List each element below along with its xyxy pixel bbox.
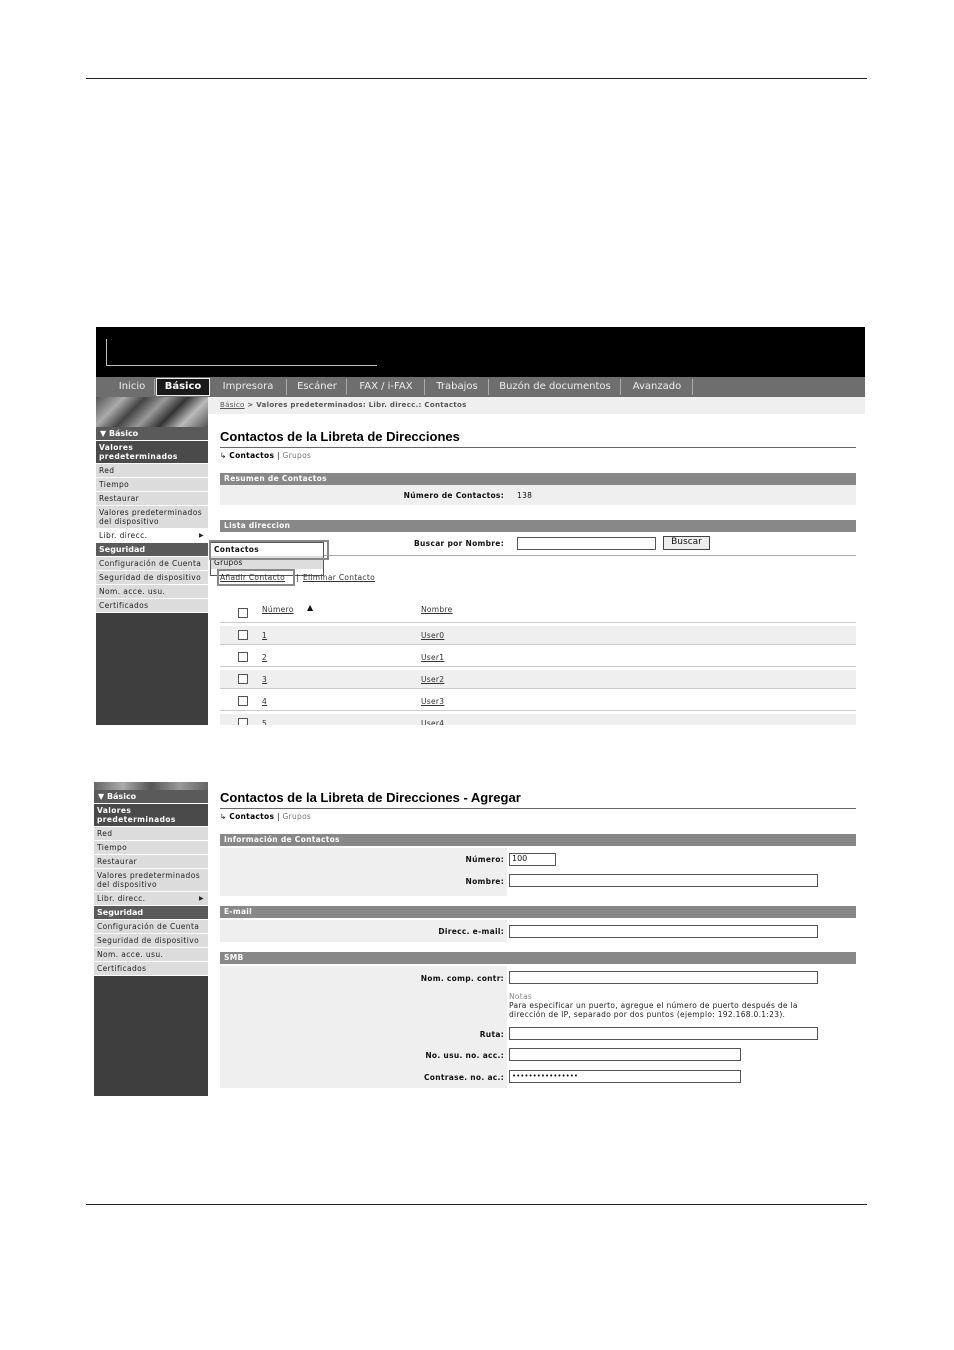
subnav-grupos[interactable]: Grupos bbox=[282, 812, 312, 821]
select-all-checkbox[interactable] bbox=[238, 608, 248, 618]
header-banner bbox=[96, 327, 865, 377]
tab-avanzado[interactable]: Avanzado bbox=[622, 379, 693, 395]
email-label: Direcc. e-mail: bbox=[438, 927, 504, 936]
summary-row bbox=[220, 485, 856, 505]
row-name-link[interactable]: User4 bbox=[421, 719, 445, 725]
search-button[interactable]: Buscar bbox=[663, 536, 710, 550]
sidebar-item-seguridad-dispositivo[interactable]: Seguridad de dispositivo bbox=[94, 934, 208, 948]
subnav-contactos[interactable]: Contactos bbox=[229, 812, 275, 821]
sort-asc-icon[interactable]: ▲ bbox=[307, 603, 314, 612]
breadcrumb-path: > Valores predeterminados: Libr. direcc.: Contactos bbox=[244, 401, 467, 409]
password-label: Contrase. no. ac.: bbox=[423, 1073, 504, 1082]
list-header: Lista direccion bbox=[220, 520, 856, 532]
breadcrumb-link-basico[interactable]: Básico bbox=[220, 401, 245, 409]
sidebar bbox=[94, 782, 208, 1096]
sidebar-item-red[interactable]: Red bbox=[94, 827, 208, 841]
title-rule bbox=[220, 808, 856, 809]
flyout-item-contactos[interactable]: Contactos bbox=[214, 545, 259, 554]
host-input[interactable] bbox=[509, 971, 818, 984]
sidebar-item-restaurar[interactable]: Restaurar bbox=[96, 492, 208, 506]
search-label: Buscar por Nombre: bbox=[414, 539, 504, 548]
row-checkbox[interactable] bbox=[238, 630, 248, 640]
tab-buzon[interactable]: Buzón de documentos bbox=[490, 379, 621, 395]
row-number-link[interactable]: 5 bbox=[262, 719, 268, 725]
tab-fax[interactable]: FAX / i-FAX bbox=[348, 379, 425, 395]
password-input[interactable]: •••••••••••••••• bbox=[509, 1070, 741, 1083]
subnav bbox=[220, 451, 311, 460]
tab-escaner[interactable]: Escáner bbox=[288, 379, 347, 395]
sidebar-item-certificados[interactable]: Certificados bbox=[96, 599, 208, 613]
column-header-nombre[interactable]: Nombre bbox=[421, 605, 453, 614]
links-sep: | bbox=[296, 573, 299, 582]
sidebar-security-header[interactable]: Seguridad bbox=[94, 906, 208, 920]
page-title: Contactos de la Libreta de Direcciones bbox=[220, 429, 460, 444]
row-checkbox[interactable] bbox=[238, 696, 248, 706]
sidebar-basic-header[interactable]: ▼ Básico bbox=[94, 790, 208, 804]
sidebar-security-header[interactable]: Seguridad bbox=[96, 543, 208, 557]
table-row[interactable] bbox=[220, 692, 856, 711]
row-name-link[interactable]: User3 bbox=[421, 697, 445, 706]
tab-basico[interactable]: Básico bbox=[156, 378, 210, 396]
flyout-item-grupos[interactable]: Grupos bbox=[211, 556, 323, 569]
sidebar-item-tiempo[interactable]: Tiempo bbox=[96, 478, 208, 492]
tab-trabajos[interactable]: Trabajos bbox=[426, 379, 489, 395]
highlight-add-contact bbox=[217, 569, 295, 586]
sidebar-item-nom-acce[interactable]: Nom. acce. usu. bbox=[96, 585, 208, 599]
sidebar-item-restaurar[interactable]: Restaurar bbox=[94, 855, 208, 869]
sidebar-item-valores[interactable]: Valores predeterminados bbox=[94, 804, 208, 827]
sidebar-item-config-cuenta[interactable]: Configuración de Cuenta bbox=[94, 920, 208, 934]
number-label: Número: bbox=[465, 855, 504, 864]
row-checkbox[interactable] bbox=[238, 652, 248, 662]
sidebar-photo bbox=[94, 782, 208, 790]
number-input[interactable]: 100 bbox=[509, 853, 556, 866]
path-input[interactable] bbox=[509, 1027, 818, 1040]
sidebar bbox=[96, 397, 208, 725]
smb-header: SMB bbox=[220, 952, 856, 964]
tab-inicio[interactable]: Inicio bbox=[110, 379, 155, 395]
row-number-link[interactable]: 3 bbox=[262, 675, 268, 684]
subnav-arrow-icon: ↳ bbox=[220, 451, 227, 460]
row-number-link[interactable]: 4 bbox=[262, 697, 268, 706]
sidebar-item-red[interactable]: Red bbox=[96, 464, 208, 478]
subnav-sep: | bbox=[276, 812, 280, 821]
sidebar-item-valores-dispositivo[interactable]: Valores predeterminados del dispositivo bbox=[96, 506, 208, 529]
port-notes bbox=[509, 992, 798, 1019]
sidebar-item-valores-dispositivo[interactable]: Valores predeterminados del dispositivo bbox=[94, 869, 208, 892]
subnav-contactos[interactable]: Contactos bbox=[229, 451, 275, 460]
sidebar-item-certificados[interactable]: Certificados bbox=[94, 962, 208, 976]
host-label: Nom. comp. contr: bbox=[420, 974, 504, 983]
breadcrumb-bar bbox=[208, 397, 865, 414]
table-row[interactable] bbox=[220, 648, 856, 667]
email-header: E-mail bbox=[220, 906, 856, 918]
top-rule bbox=[86, 78, 867, 79]
sidebar-item-tiempo[interactable]: Tiempo bbox=[94, 841, 208, 855]
info-header: Información de Contactos bbox=[220, 834, 856, 846]
path-label: Ruta: bbox=[479, 1030, 504, 1039]
user-label: No. usu. no. acc.: bbox=[425, 1051, 504, 1060]
subnav-sep: | bbox=[276, 451, 280, 460]
sidebar-item-seguridad-dispositivo[interactable]: Seguridad de dispositivo bbox=[96, 571, 208, 585]
screenshot-contacts-list bbox=[96, 327, 865, 725]
notes-line-2: dirección de IP, separado por dos puntos (ejemplo: 192.168.0.1:23). bbox=[509, 1010, 786, 1019]
subnav bbox=[220, 812, 311, 821]
sidebar-item-libr-direcc[interactable]: Libr. direcc. ▶ bbox=[94, 892, 208, 906]
name-label: Nombre: bbox=[465, 877, 504, 886]
main-tab-bar bbox=[96, 377, 865, 397]
contact-count-label: Número de Contactos: bbox=[403, 491, 504, 500]
search-input[interactable] bbox=[517, 537, 656, 550]
bottom-rule bbox=[86, 1204, 867, 1205]
row-checkbox[interactable] bbox=[238, 718, 248, 725]
sidebar-item-nom-acce[interactable]: Nom. acce. usu. bbox=[94, 948, 208, 962]
table-row[interactable] bbox=[220, 626, 856, 645]
row-checkbox[interactable] bbox=[238, 674, 248, 684]
table-row[interactable] bbox=[220, 670, 856, 689]
sidebar-item-libr-direcc[interactable]: Libr. direcc. ▶ bbox=[96, 529, 208, 543]
logo-placeholder bbox=[106, 339, 377, 366]
page-title: Contactos de la Libreta de Direcciones - Agregar bbox=[220, 790, 521, 805]
sidebar-item-config-cuenta[interactable]: Configuración de Cuenta bbox=[96, 557, 208, 571]
highlight-contactos bbox=[209, 540, 329, 560]
sidebar-photo bbox=[96, 397, 208, 427]
user-input[interactable] bbox=[509, 1048, 741, 1061]
column-header-numero[interactable]: Número bbox=[262, 605, 294, 614]
row-name-link[interactable]: User1 bbox=[421, 653, 445, 662]
title-rule bbox=[220, 447, 856, 448]
row-number-link[interactable]: 2 bbox=[262, 653, 268, 662]
subnav-grupos[interactable]: Grupos bbox=[282, 451, 312, 460]
row-name-link[interactable]: User2 bbox=[421, 675, 445, 684]
row-number-link[interactable]: 1 bbox=[262, 631, 268, 640]
contact-count-value: 138 bbox=[517, 491, 533, 500]
sidebar-item-valores[interactable]: Valores predeterminados bbox=[96, 441, 208, 464]
header-row-rule bbox=[220, 622, 856, 623]
table-row[interactable] bbox=[220, 714, 856, 725]
screenshot-add-contact bbox=[94, 782, 864, 1096]
smb-rows bbox=[220, 966, 507, 1088]
name-input[interactable] bbox=[509, 874, 818, 887]
add-contact-link[interactable]: Añadir Contacto bbox=[220, 573, 286, 582]
row-name-link[interactable]: User0 bbox=[421, 631, 445, 640]
summary-header: Resumen de Contactos bbox=[220, 473, 856, 485]
tab-impresora[interactable]: Impresora bbox=[210, 379, 287, 395]
notes-line-1: Para especificar un puerto, agregue el número de puerto después de la bbox=[509, 1001, 798, 1010]
subnav-arrow-icon: ↳ bbox=[220, 812, 227, 821]
breadcrumb bbox=[220, 401, 467, 409]
email-input[interactable] bbox=[509, 925, 818, 938]
delete-contact-link[interactable]: Eliminar Contacto bbox=[303, 573, 375, 582]
sidebar-basic-header[interactable]: ▼ Básico bbox=[96, 427, 208, 441]
notes-heading: Notas bbox=[509, 992, 533, 1001]
